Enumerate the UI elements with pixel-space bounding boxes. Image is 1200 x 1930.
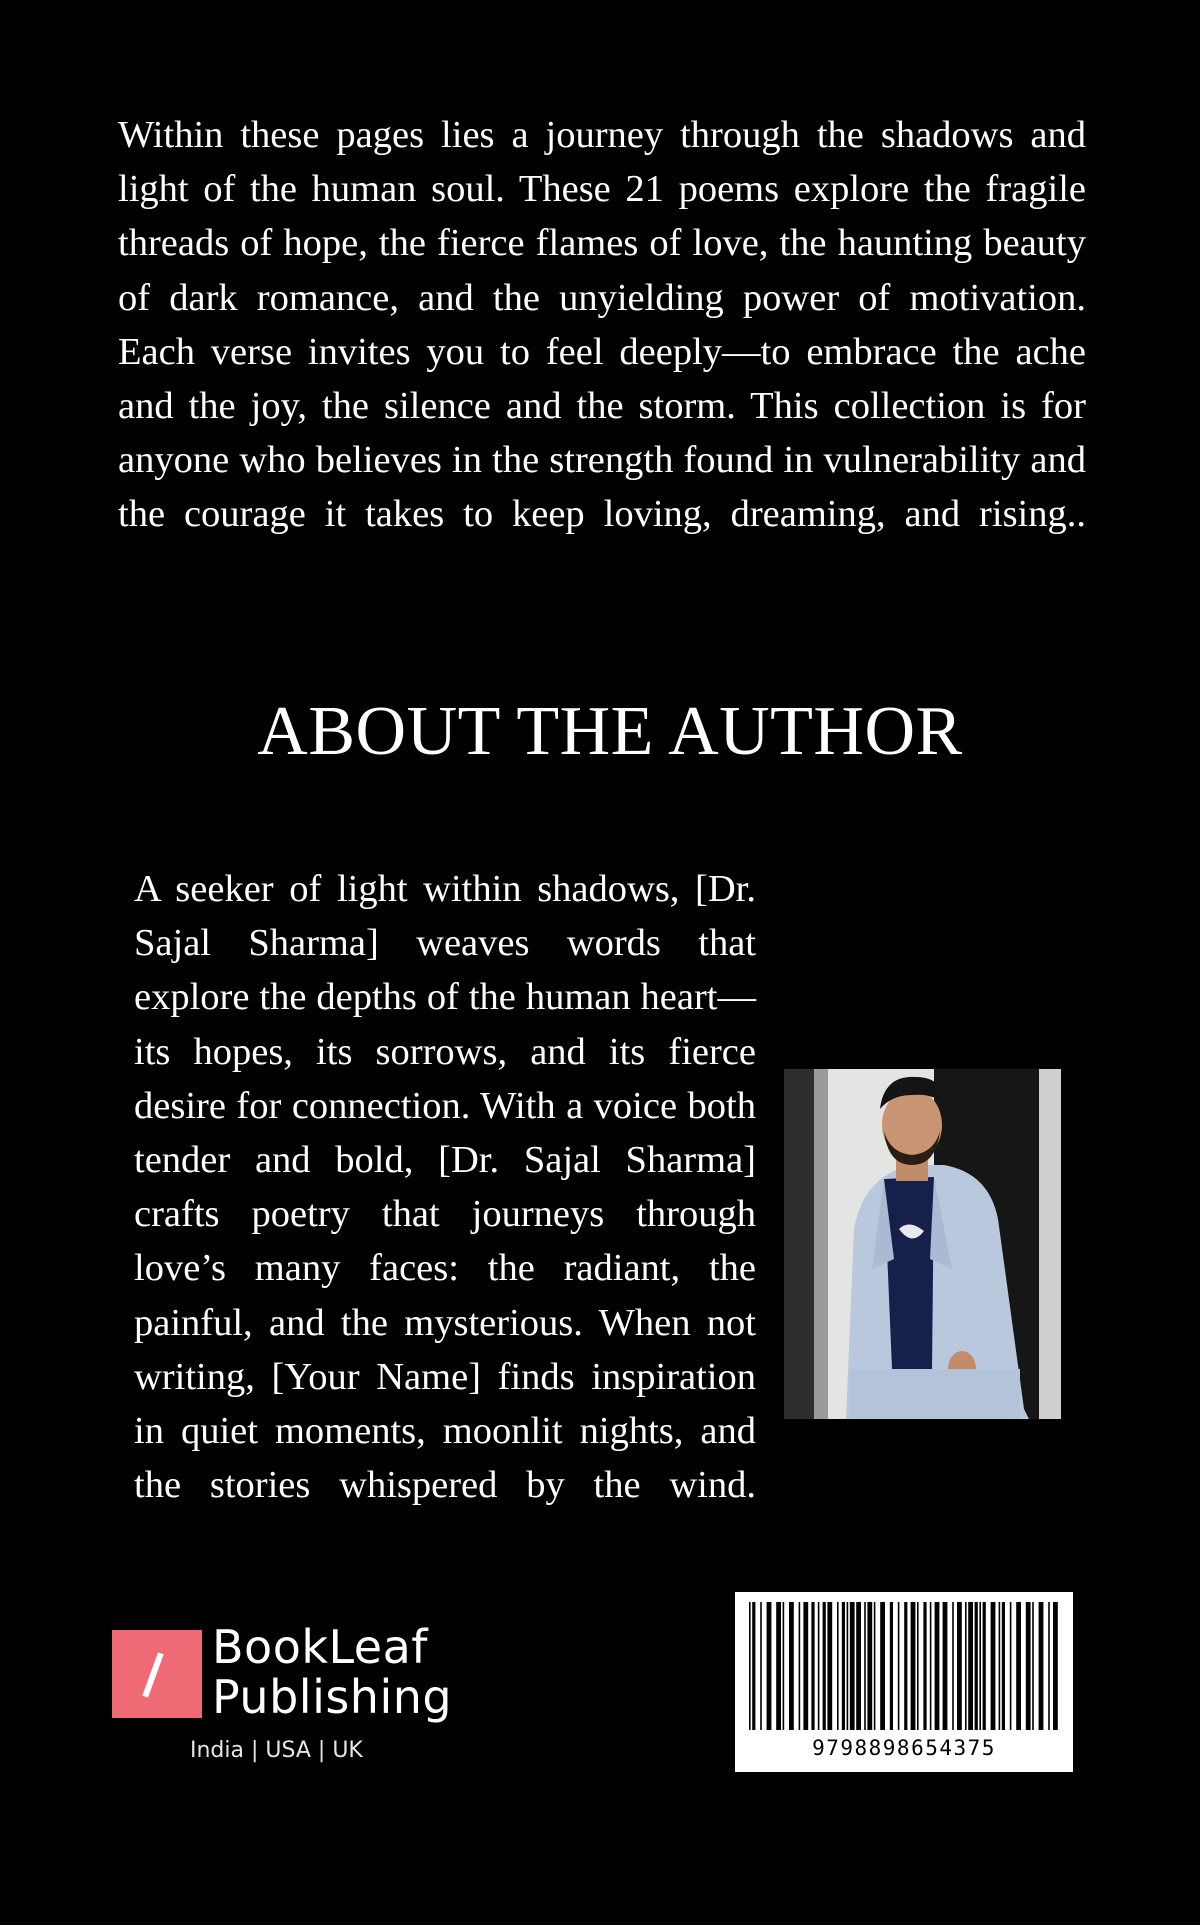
barcode-bar	[1048, 1602, 1050, 1730]
barcode-bar	[1002, 1602, 1005, 1730]
barcode-bar	[979, 1602, 981, 1730]
barcode-bar	[890, 1602, 893, 1730]
barcode-bar	[789, 1602, 794, 1730]
publisher-name-line2: Publishing	[212, 1670, 453, 1724]
publisher-logo-mark	[112, 1630, 202, 1718]
barcode-bar	[957, 1602, 962, 1730]
barcode-bar	[1053, 1602, 1058, 1730]
barcode-bar	[811, 1602, 814, 1730]
barcode-bar	[799, 1602, 801, 1730]
barcode-bar	[776, 1602, 781, 1730]
barcode-bar	[991, 1602, 996, 1730]
barcode-bar	[818, 1602, 820, 1730]
barcode-bar	[904, 1602, 907, 1730]
author-photo	[784, 1069, 1061, 1419]
barcode-bar	[856, 1602, 861, 1730]
about-author-heading: ABOUT THE AUTHOR	[257, 693, 963, 770]
barcode-bar	[917, 1602, 919, 1730]
barcode-bar	[827, 1602, 832, 1730]
barcode-bar	[803, 1602, 808, 1730]
publisher-name-line1: BookLeaf	[212, 1620, 428, 1674]
barcode-bar	[911, 1602, 916, 1730]
isbn-barcode	[735, 1592, 1073, 1772]
barcode-bar	[952, 1602, 954, 1730]
slash-icon	[142, 1652, 163, 1697]
barcode-bar	[837, 1602, 839, 1730]
barcode-bar	[760, 1602, 762, 1730]
barcode-bar	[867, 1602, 872, 1730]
barcode-bar	[943, 1602, 948, 1730]
barcode-bar	[923, 1602, 926, 1730]
barcode-bar	[767, 1602, 772, 1730]
barcode-bar	[850, 1602, 855, 1730]
barcode-bar	[975, 1602, 978, 1730]
isbn-number: 9798898654375	[812, 1736, 996, 1760]
barcode-bar	[874, 1602, 876, 1730]
barcode-bar	[935, 1602, 940, 1730]
barcode-bar	[752, 1602, 755, 1730]
book-blurb: Within these pages lies a journey through the shadows and light of the human soul. These 21 poems explore the fragile threads of hope, the fierce flames of love, the haunting beauty of dark romance, and the unyielding power of motivation. Each verse invites you to feel deeply—to embrace the ache and the joy, the silence and the storm. This collection is for anyone who believes in the strength found in vulnerability and the courage it takes to keep loving, dreaming, and rising..	[118, 114, 1086, 536]
barcode-bar	[1032, 1602, 1034, 1730]
barcode-bar	[930, 1602, 932, 1730]
barcode-bar	[847, 1602, 849, 1730]
author-photo-illustration	[784, 1069, 1061, 1419]
barcode-bar	[1010, 1602, 1012, 1730]
barcode-bar	[842, 1602, 845, 1730]
barcode-bars	[735, 1592, 1073, 1732]
barcode-bar	[898, 1602, 900, 1730]
barcode-bar	[1016, 1602, 1021, 1730]
barcode-bar	[783, 1602, 785, 1730]
barcode-bar	[983, 1602, 986, 1730]
barcode-bar	[968, 1602, 973, 1730]
publisher-regions: India | USA | UK	[190, 1738, 363, 1763]
barcode-bar	[864, 1602, 866, 1730]
barcode-bar	[999, 1602, 1001, 1730]
publisher-logo	[112, 1620, 453, 1770]
barcode-bar	[965, 1602, 967, 1730]
barcode-bar	[1039, 1602, 1044, 1730]
barcode-bar	[880, 1602, 885, 1730]
barcode-bar	[823, 1602, 826, 1730]
author-bio: A seeker of light within shadows, [Dr. Sajal Sharma] weaves words that explore the depths of the human heart—its hopes, its sorrows, and its fierce desire for connection. With a voice both tender and bold, [Dr. Sajal Sharma] crafts poetry that journeys through love’s many faces: the radiant, the painful, and the mysterious. When not writing, [Your Name] finds inspiration in quiet moments, moonlit nights, and the stories whispered by the wind.	[134, 868, 756, 1507]
barcode-bar	[1026, 1602, 1031, 1730]
barcode-bar	[749, 1602, 751, 1730]
publisher-name	[212, 1622, 452, 1722]
